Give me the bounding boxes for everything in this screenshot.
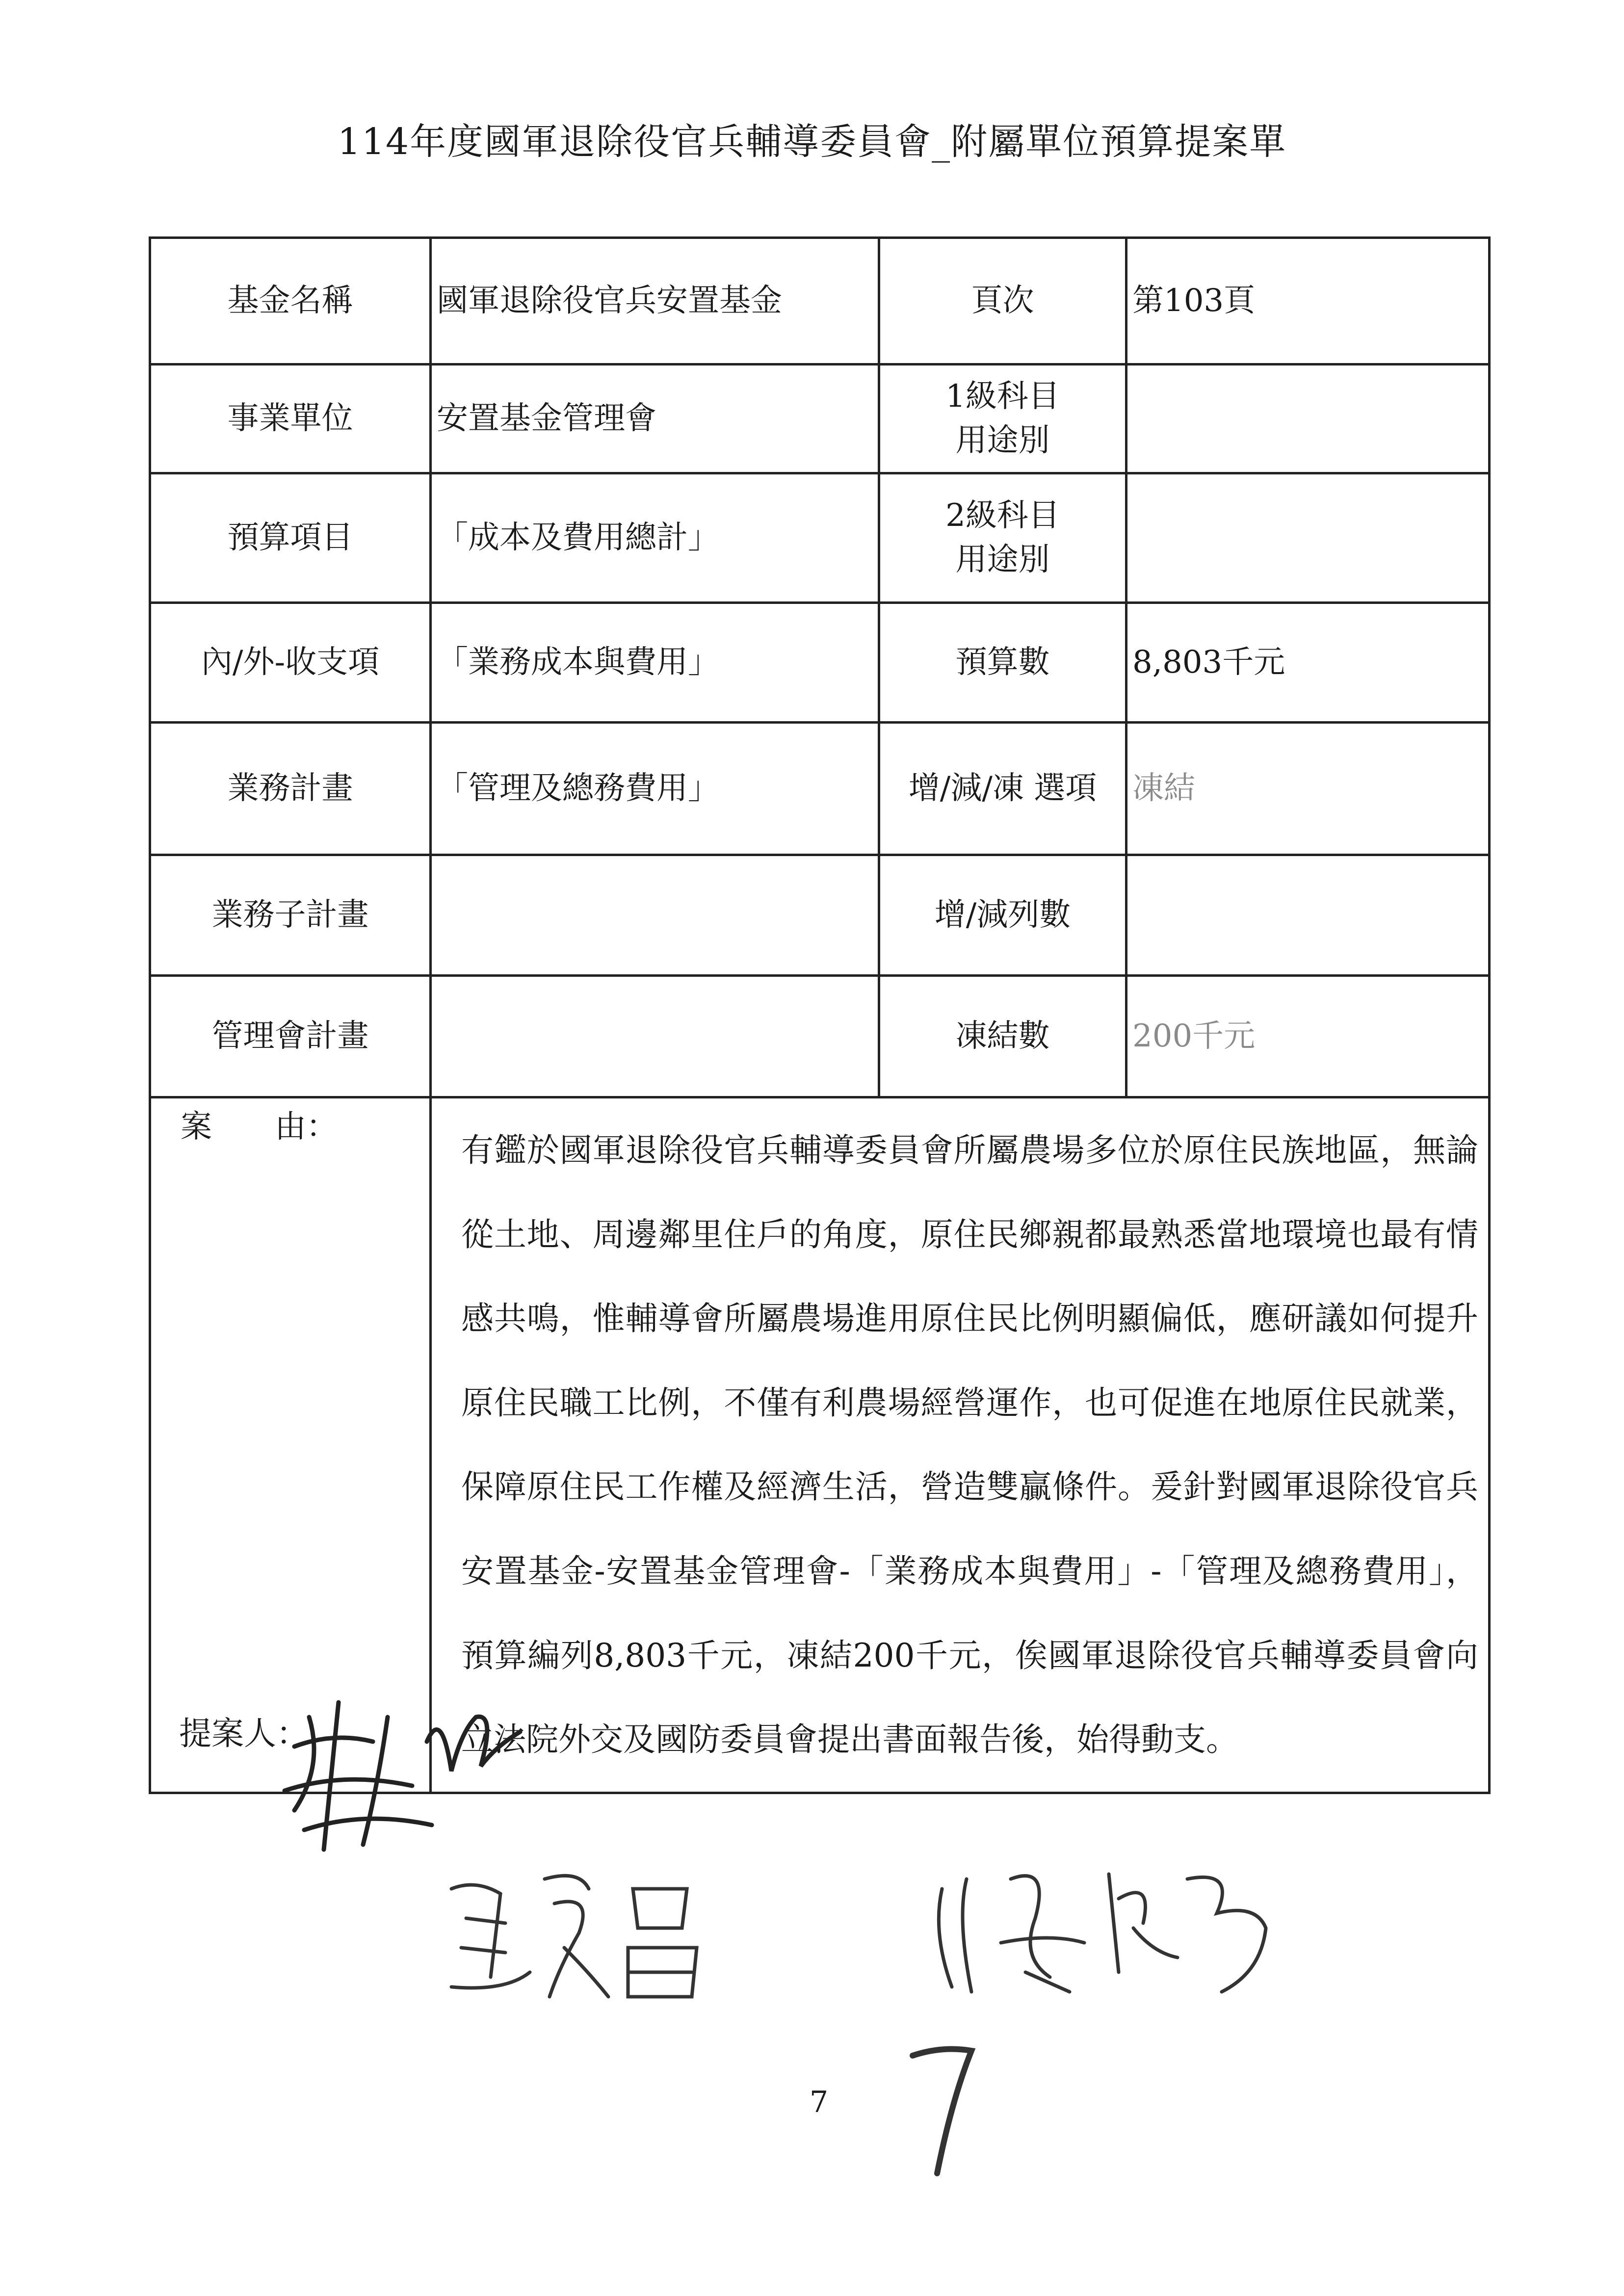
level1-account-label — [879, 365, 1126, 473]
page-ref-label: 頁次 — [879, 238, 1126, 365]
table-row — [150, 855, 1490, 976]
proposer-label: 提案人： — [179, 1715, 309, 1752]
level1-account-label-line1: 1級科目 — [945, 378, 1060, 415]
reason-label: 案 由： — [150, 1097, 431, 1793]
action-option-value: 凍結 — [1126, 723, 1490, 855]
sub-plan-value — [431, 855, 879, 976]
budget-amount-label: 預算數 — [879, 603, 1126, 723]
level1-account-label-line2: 用途別 — [955, 422, 1050, 459]
table-row — [150, 473, 1490, 603]
change-amount-label: 增/減列數 — [879, 855, 1126, 976]
budget-item-label: 預算項目 — [150, 473, 431, 603]
level2-account-value — [1126, 473, 1490, 603]
table-row — [150, 603, 1490, 723]
business-unit-value: 安置基金管理會 — [431, 365, 879, 473]
table-row — [150, 723, 1490, 855]
level1-account-value — [1126, 365, 1490, 473]
signature-2 — [432, 1859, 726, 2016]
business-unit-label: 事業單位 — [150, 365, 431, 473]
page-number: 7 — [810, 2085, 829, 2119]
signature-1 — [265, 1688, 540, 1874]
proposal-form-table — [149, 236, 1491, 1794]
table-row — [150, 238, 1490, 365]
level2-account-label-line1: 2級科目 — [945, 497, 1060, 534]
management-plan-label: 管理會計畫 — [150, 976, 431, 1097]
table-row — [150, 976, 1490, 1097]
frozen-amount-label: 凍結數 — [879, 976, 1126, 1097]
handwritten-number-7 — [903, 2036, 981, 2183]
frozen-amount-value: 200千元 — [1126, 976, 1490, 1097]
reason-text: 有鑑於國軍退除役官兵輔導委員會所屬農場多位於原住民族地區，無論從土地、周邊鄰里住戶的角度，原住民鄉親都最熟悉當地環境也最有情感共鳴，惟輔導會所屬農場進用原住民比例明顯偏低，應研議如何提升原住民職工比例，不僅有利農場經營運作，也可促進在地原住民就業，保障原住民工作權及經濟生活，營造雙贏條件。爰針對國軍退除役官兵安置基金-安置基金管理會-「業務成本與費用」-「管理及總務費用」，預算編列8,803千元，凍結200千元，俟國軍退除役官兵輔導委員會向立法院外交及國防委員會提出書面報告後，始得動支。 — [431, 1097, 1490, 1793]
revenue-expense-item-value: 「業務成本與費用」 — [431, 603, 879, 723]
level2-account-label-line2: 用途別 — [955, 541, 1050, 578]
budget-item-value: 「成本及費用總計」 — [431, 473, 879, 603]
budget-amount-value: 8,803千元 — [1126, 603, 1490, 723]
fund-name-value: 國軍退除役官兵安置基金 — [431, 238, 879, 365]
sub-plan-label: 業務子計畫 — [150, 855, 431, 976]
business-plan-value: 「管理及總務費用」 — [431, 723, 879, 855]
revenue-expense-item-label: 內/外-收支項 — [150, 603, 431, 723]
fund-name-label: 基金名稱 — [150, 238, 431, 365]
page-ref-value: 第103頁 — [1126, 238, 1490, 365]
level2-account-label — [879, 473, 1126, 603]
table-row — [150, 365, 1490, 473]
change-amount-value — [1126, 855, 1490, 976]
action-option-label: 增/減/凍 選項 — [879, 723, 1126, 855]
management-plan-value — [431, 976, 879, 1097]
signature-3 — [922, 1859, 1276, 2007]
document-title: 114年度國軍退除役官兵輔導委員會_附屬單位預算提案單 — [337, 121, 1287, 163]
business-plan-label: 業務計畫 — [150, 723, 431, 855]
